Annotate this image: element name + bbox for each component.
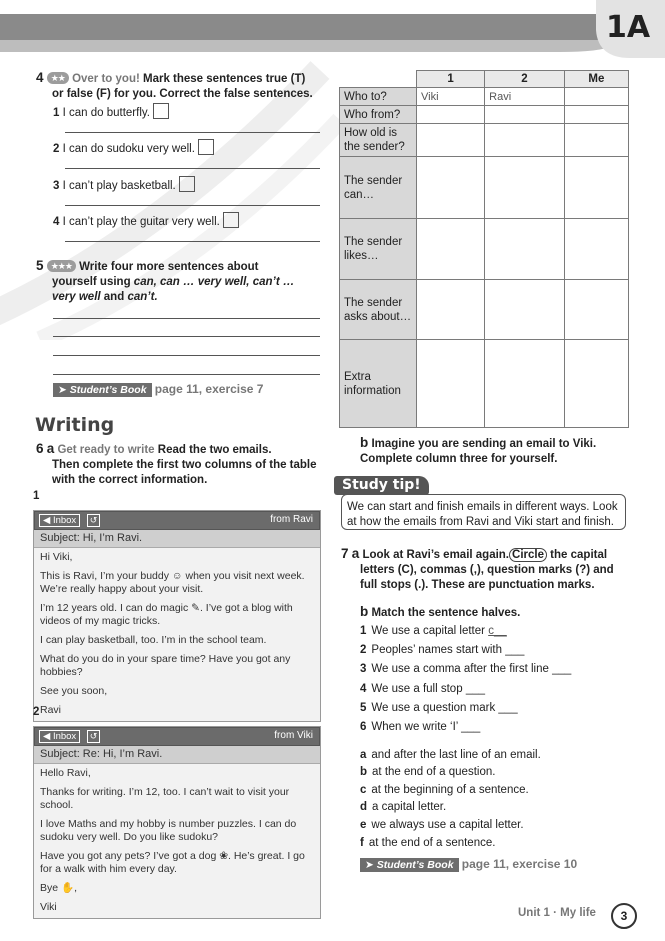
email-from: from Ravi	[270, 514, 313, 525]
table-cell[interactable]: Ravi	[485, 88, 565, 106]
email-ravi	[33, 510, 321, 722]
email-toolbar	[34, 511, 320, 530]
email-subject: Subject: Re: Hi, I’m Ravi.	[34, 746, 320, 764]
ex4-item: 4 I can’t play the guitar very well.	[53, 212, 239, 228]
refresh-icon[interactable]: ↺	[87, 514, 100, 527]
answer-line[interactable]	[53, 355, 320, 356]
table-cell[interactable]	[564, 157, 628, 219]
inbox-button[interactable]: ◀ Inbox	[39, 514, 80, 527]
table-row: The sender can…	[340, 157, 629, 219]
planning-table	[339, 70, 629, 428]
table-cell[interactable]	[564, 280, 628, 340]
answer-line[interactable]	[65, 168, 320, 169]
table-cell[interactable]	[485, 157, 565, 219]
exercise-6a-heading: 6 a Get ready to write Read the two emails. Then complete the first two columns of the table with the correct information.	[36, 441, 317, 486]
exercise-5-heading: 5 ★★★ Write four more sentences about yourself using can, can … very well, can’t … very well and can’t.	[36, 258, 295, 303]
table-cell[interactable]	[564, 340, 628, 428]
table-row: Who to? Viki Ravi	[340, 88, 629, 106]
tf-checkbox[interactable]	[198, 139, 214, 155]
email-body: Hello Ravi, Thanks for writing. I’m 12, too. I can’t wait to visit your school. I love Maths and my hobby is number puzzles. I can do sudoku very well. Do you like sudoku? Have you got any pets? I’ve got a dog ❀. He’s great. I go for a walk with him every day. Bye ✋, Viki	[40, 767, 305, 913]
table-cell[interactable]	[485, 340, 565, 428]
answer-line[interactable]	[65, 132, 320, 133]
exercise-4-heading: 4 ★★ Over to you! Mark these sentences true (T) or false (F) for you. Correct the false sentences.	[36, 70, 313, 100]
answer-blank[interactable]: ___	[505, 644, 525, 656]
email-subject: Subject: Hi, I’m Ravi.	[34, 530, 320, 548]
exercise-6b-heading: b Imagine you are sending an email to Viki. Complete column three for yourself.	[360, 435, 597, 465]
exercise-7a-heading: 7 a Look at Ravi’s email again. Circle the capital letters (C), commas (,), question marks (?) and full stops (.). These are punctuation marks.	[341, 546, 614, 591]
email-body: Hi Viki, This is Ravi, I’m your buddy ☺ when you visit next week. We’re really happy about your visit. I’m 12 years old. I can do magic ✎. I’ve got a blog with videos of my magic tricks. I can play basketball, too. I’m in the school team. What do you do in your spare time? Have you got any hobbies? See you soon, Ravi	[40, 551, 305, 716]
table-cell[interactable]	[564, 106, 628, 124]
answer-blank[interactable]: ___	[498, 702, 518, 714]
table-cell[interactable]	[417, 124, 485, 157]
match-item: 2 Peoples’ names start with ___	[360, 644, 525, 656]
table-cell[interactable]	[485, 280, 565, 340]
answer-blank[interactable]: ___	[461, 721, 481, 733]
table-cell[interactable]	[485, 124, 565, 157]
table-cell[interactable]	[417, 106, 485, 124]
table-header: 1	[417, 71, 485, 88]
table-header	[340, 71, 417, 88]
email-from: from Viki	[274, 730, 313, 741]
refresh-icon[interactable]: ↺	[87, 730, 100, 743]
footer-unit-label: Unit 1 · My life	[518, 907, 596, 919]
match-item: 1 We use a capital letter c__	[360, 625, 507, 637]
study-tip-title: Study tip!	[334, 476, 429, 495]
tf-checkbox[interactable]	[223, 212, 239, 228]
ex4-item: 1 I can do butterfly.	[53, 103, 169, 119]
table-header: 2	[485, 71, 565, 88]
inbox-button[interactable]: ◀ Inbox	[39, 730, 80, 743]
match-ending: a and after the last line of an email.	[360, 749, 541, 761]
tf-checkbox[interactable]	[179, 176, 195, 192]
students-book-reference: ➤ Student’s Book page 11, exercise 10	[360, 857, 577, 872]
students-book-reference: ➤ Student’s Book page 11, exercise 7	[53, 382, 263, 397]
table-header: Me	[564, 71, 628, 88]
table-cell[interactable]	[485, 106, 565, 124]
match-item: 4 We use a full stop ___	[360, 683, 485, 695]
answer-line[interactable]	[53, 318, 320, 319]
table-cell[interactable]	[417, 219, 485, 280]
tf-checkbox[interactable]	[153, 103, 169, 119]
email-label: 2	[33, 706, 40, 718]
page-number: 3	[611, 903, 637, 929]
table-cell[interactable]	[417, 340, 485, 428]
table-cell[interactable]: Viki	[417, 88, 485, 106]
match-item: 6 When we write ‘I’ ___	[360, 721, 481, 733]
table-row: The sender asks about…	[340, 280, 629, 340]
email-label: 1	[33, 490, 40, 502]
table-cell[interactable]	[564, 88, 628, 106]
table-row: The sender likes…	[340, 219, 629, 280]
match-ending: b at the end of a question.	[360, 766, 496, 778]
table-cell[interactable]	[564, 219, 628, 280]
unit-badge: 1A	[606, 10, 651, 45]
table-cell[interactable]	[485, 219, 565, 280]
difficulty-stars: ★★	[47, 72, 69, 84]
answer-blank[interactable]: c__	[488, 625, 507, 637]
answer-line[interactable]	[53, 336, 320, 337]
ex4-item: 2 I can do sudoku very well.	[53, 139, 214, 155]
match-ending: e we always use a capital letter.	[360, 819, 524, 831]
match-ending: d a capital letter.	[360, 801, 447, 813]
email-viki	[33, 726, 321, 919]
table-row: Who from?	[340, 106, 629, 124]
exercise-title: Over to you!	[72, 73, 140, 85]
ex4-item: 3 I can’t play basketball.	[53, 176, 195, 192]
match-item: 5 We use a question mark ___	[360, 702, 518, 714]
exercise-7b-heading: b Match the sentence halves.	[360, 604, 521, 619]
match-ending: f at the end of a sentence.	[360, 837, 496, 849]
answer-blank[interactable]: ___	[552, 663, 572, 675]
answer-blank[interactable]: ___	[465, 683, 485, 695]
match-ending: c at the beginning of a sentence.	[360, 784, 529, 796]
difficulty-stars: ★★★	[47, 260, 76, 272]
email-toolbar	[34, 727, 320, 746]
table-cell[interactable]	[417, 157, 485, 219]
answer-line[interactable]	[65, 241, 320, 242]
answer-line[interactable]	[53, 374, 320, 375]
match-item: 3 We use a comma after the first line ___	[360, 663, 572, 675]
table-cell[interactable]	[564, 124, 628, 157]
table-row: How old is the sender?	[340, 124, 629, 157]
table-cell[interactable]	[417, 280, 485, 340]
answer-line[interactable]	[65, 205, 320, 206]
section-heading-writing: Writing	[35, 414, 115, 436]
table-row: Extra information	[340, 340, 629, 428]
study-tip-box: We can start and finish emails in different ways. Look at how the emails from Ravi and Viki start and finish.	[341, 494, 626, 530]
circled-word: Circle	[509, 548, 547, 562]
